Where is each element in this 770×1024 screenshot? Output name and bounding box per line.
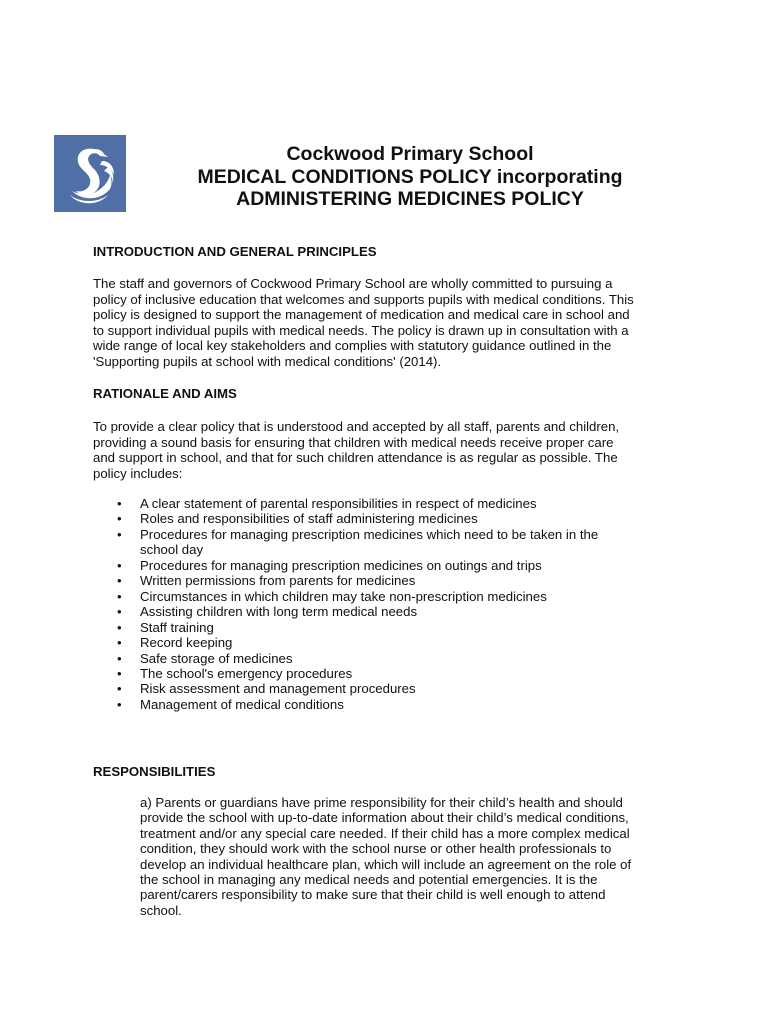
list-item-line: Record keeping [140, 635, 233, 651]
list-item-line: A clear statement of parental responsibilities in respect of medicines [140, 496, 537, 511]
list-item [93, 681, 653, 696]
title-policy-subname: ADMINISTERING MEDICINES POLICY [236, 188, 584, 210]
responsibilities-line: parent/carers responsibility to make sure that their child is well enough to attend [140, 887, 606, 903]
introduction-line: to support individual pupils with medical needs. The policy is drawn up in consultation with a [93, 322, 629, 338]
bullet-icon: • [117, 619, 122, 635]
responsibilities-line: provide the school with up-to-date information about their child’s medical conditions, [140, 810, 629, 826]
list-item [93, 573, 653, 588]
introduction-line: The staff and governors of Cockwood Primary School are wholly committed to pursuing a [93, 276, 613, 291]
introduction-heading: INTRODUCTION AND GENERAL PRINCIPLES [93, 244, 377, 259]
list-item [93, 558, 653, 573]
bullet-icon: • [117, 511, 122, 527]
list-item [93, 527, 653, 558]
bullet-icon: • [117, 604, 122, 620]
rationale-line: policy includes: [93, 465, 183, 481]
list-item [93, 651, 653, 666]
list-item-text [140, 635, 653, 650]
school-logo [54, 135, 126, 212]
introduction-line: 'Supporting pupils at school with medical conditions' (2014). [93, 353, 442, 369]
introduction-line: policy is designed to support the management of medication and medical care in school and [93, 307, 630, 322]
introduction-line: wide range of local key stakeholders and complies with statutory guidance outlined in the [93, 338, 612, 353]
bullet-icon: • [117, 635, 122, 651]
list-item-line: Risk assessment and management procedures [140, 681, 416, 697]
bullet-icon: • [117, 557, 122, 573]
list-item [93, 496, 653, 511]
responsibilities-line: the school in managing any medical needs and potential emergencies. It is the [140, 872, 598, 888]
list-item [93, 604, 653, 619]
list-item-text [140, 496, 653, 511]
rationale-line: and support in school, and that for such children attendance is as regular as possible. The [93, 450, 618, 465]
list-item-line: Roles and responsibilities of staff administering medicines [140, 511, 478, 527]
list-item-text [140, 697, 653, 712]
list-item-line: The school's emergency procedures [140, 665, 353, 681]
bullet-icon: • [117, 573, 122, 589]
list-item-text [140, 511, 653, 526]
responsibilities-line: school. [140, 902, 182, 918]
policy-includes-list [93, 496, 653, 712]
responsibilities-heading: RESPONSIBILITIES [93, 764, 216, 779]
bullet-icon: • [117, 665, 122, 681]
list-item-text [140, 589, 653, 604]
list-item-text [140, 666, 653, 681]
list-item-line: Safe storage of medicines [140, 650, 293, 666]
bullet-icon: • [117, 496, 122, 511]
rationale-line: providing a sound basis for ensuring that children with medical needs receive proper care [93, 434, 614, 450]
bullet-icon: • [117, 681, 122, 697]
bullet-icon: • [117, 650, 122, 666]
title-school-name: Cockwood Primary School [286, 143, 534, 165]
list-item [93, 589, 653, 604]
list-item [93, 620, 653, 635]
list-item-line: Written permissions from parents for medicines [140, 573, 416, 589]
bullet-icon: • [117, 588, 122, 604]
list-item-text [140, 604, 653, 619]
list-item-line: Assisting children with long term medical needs [140, 604, 418, 620]
rationale-line: To provide a clear policy that is understood and accepted by all staff, parents and children, [93, 419, 620, 434]
list-item-line: Procedures for managing prescription medicines which need to be taken in the [140, 526, 599, 542]
introduction-paragraph [93, 276, 683, 369]
responsibilities-paragraph [140, 795, 700, 918]
responsibilities-line: develop an individual healthcare plan, which will include an agreement on the role of [140, 856, 632, 872]
list-item [93, 697, 653, 712]
responsibilities-line: condition, they should work with the school nurse or other health professionals to [140, 841, 612, 857]
title-policy-name: MEDICAL CONDITIONS POLICY incorporating [197, 165, 623, 188]
introduction-line: policy of inclusive education that welcomes and supports pupils with medical conditions. This [93, 291, 634, 307]
rationale-paragraph [93, 419, 683, 481]
list-item-text [140, 558, 653, 573]
list-item-line: Procedures for managing prescription medicines on outings and trips [140, 557, 542, 573]
list-item-line: Staff training [140, 619, 214, 635]
list-item-text [140, 681, 653, 696]
list-item-line: school day [140, 542, 204, 558]
list-item-text [140, 651, 653, 666]
bullet-icon: • [117, 526, 122, 542]
rationale-heading: RATIONALE AND AIMS [93, 386, 237, 401]
responsibilities-line: a) Parents or guardians have prime responsibility for their child’s health and should [140, 795, 623, 810]
list-item-line: Management of medical conditions [140, 696, 344, 712]
list-item [93, 666, 653, 681]
list-item-line: Circumstances in which children may take non-prescription medicines [140, 588, 547, 604]
swan-icon [54, 135, 126, 212]
responsibilities-line: treatment and/or any special care needed. If their child has a more complex medical [140, 825, 630, 841]
document-title [150, 143, 670, 211]
bullet-icon: • [117, 696, 122, 712]
list-item-text [140, 527, 653, 558]
list-item [93, 511, 653, 526]
list-item-text [140, 573, 653, 588]
list-item [93, 635, 653, 650]
list-item-text [140, 620, 653, 635]
